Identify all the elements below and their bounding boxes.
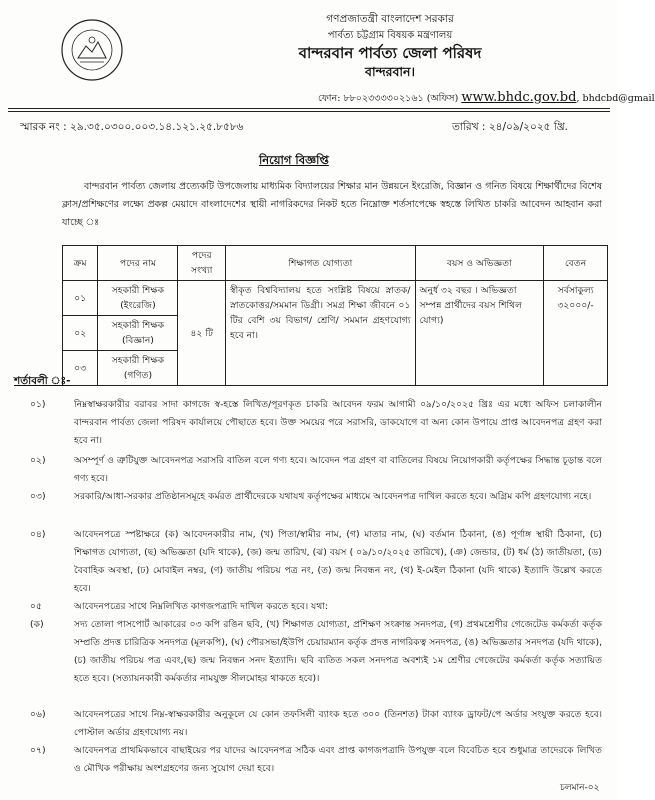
date-value: ২৪/০৯/২০২৫ খ্রি. xyxy=(488,121,568,133)
table-header-row xyxy=(63,246,608,281)
term-text: আবেদনপত্রের সাথে নিম্নলিখিত কাগজপত্রাদি দাখিল করতে হবে। যথা: xyxy=(74,601,329,612)
row-post-name: সহকারী শিক্ষক (বিজ্ঞান) xyxy=(98,316,178,351)
header-location: বান্দরবান। xyxy=(364,64,415,79)
term-text: সদ্য তোলা পাসপোর্ট আকারের ০৩ কপি রঙিন ছবি, (খ) শিক্ষাগত যোগ্যতা, প্রশিক্ষণ সংক্রান্ত সনদপত্র, (গ) প্রথমশ্রেণীর গেজেটেড কর্মকর্তা কর্তৃক সম্প্রতি প্রদত্ত চারিত্রিক সনদপত্র (মূলকপি), (ঘ) পৌরসভা/ইউপি চেয়ারম্যান কর্তৃক প্রদত্ত নাগরিকত্ব সনদপত্র, (ঙ) অভিজ্ঞতার সনদপত্র (যদি থাকে), (চ) জাতীয় পরিচয় পত্র এবং,(ছ) জন্ম নিবন্ধন সনদ ইত্যাদি। ছবি ব্যতিত সকল সনদপত্র অবশ্যই ১ম শ্রেণীর গেজেটের কর্মকর্তা কর্তৃক সত্যায়িত হতে হবে। (সত্যায়নকারী কর্মকর্তার নামযুক্ত সীলমোহর থাকতে হবে)। xyxy=(74,619,602,684)
row-serial: ০৩ xyxy=(63,351,98,386)
term-text: সরকারি/আধা-সরকার প্রতিষ্ঠানসমূহে কর্মরত প্রার্থীদেরকে যথাযথ কর্তৃপক্ষের মাধ্যমে আবেদনপত্র দাখিল করতে হবে। অগ্রিম কপি গ্রহণযোগ্য নহে। xyxy=(74,491,592,502)
issue-date xyxy=(452,120,568,137)
term-text: আবেদনপত্রে স্পষ্টাক্ষরে (ক) আবেদনকারীর নাম, (খ) পিতা/স্বামীর নাম, (গ) মাতার নাম, (ঘ) বর্তমান ঠিকানা, (ঙ) পূর্ণাঙ্গ স্থায়ী ঠিকানা, (চ) শিক্ষাগত যোগ্যতা, (ছ) অভিজ্ঞতা (যদি থাকে), (জ) জন্ম তারিখ, (ঝ) বয়স ( ০৯/১০/২০২৫ তারিখে), (ঞ) জেন্ডার, (ট) ধর্ম (ঠ) জাতীয়তা, (ড) বৈবাহিক অবস্থা, (ঢ) মোবাইল নম্বর, (ণ) জাতীয় পরিচয় পত্র নং, (ত) জন্ম নিবন্ধন নং, (থ) ই-মেইল ঠিকানা (যদি থাকে) ইত্যাদি উল্লেখ করতে হবে। xyxy=(74,529,602,594)
memo-number: ২৯.৩৫.০৩০০.০০৩.১৪.১২১.২৫.৮৫৮৬ xyxy=(70,121,244,133)
header-education: শিক্ষাগত যোগ্যতা xyxy=(226,246,415,281)
term-number: ০২) xyxy=(30,455,46,466)
header-contact xyxy=(318,90,655,107)
email-address: , bhdcbd@gmail xyxy=(576,93,655,104)
header-ministry: পার্বত্য চট্টগ্রাম বিষয়ক মন্ত্রণালয় xyxy=(327,30,453,41)
term-number: ০৪) xyxy=(30,529,46,540)
term-text: আবেদনপত্র প্রাথমিকভাবে বাছাইয়ের পর যাদের আবেদনপত্র সঠিক এবং প্রাপ্ত কাগজপত্রাদি উপযুক্ত বলে বিবেচিত হবে শুধুমাত্র তাদেরকে লিখিত ও মৌখিক পরীক্ষায় অংশগ্রহণের জন্য সুযোগ দেয়া হবে। xyxy=(74,745,602,774)
education-requirement: স্বীকৃত বিশ্ববিদ্যালয় হতে সংশ্লিষ্ট বিষয়ে স্নাতক/ স্নাতকোত্তর/সমমান ডিগ্রী। সমগ্র শিক্ষা জীবনে ০১ টির বেশি ৩য় বিভাগ/ শ্রেণি/ সমমান গ্রহণযোগ্য হবে না। xyxy=(226,281,415,386)
term-text: নিম্নস্বাক্ষরকারীর বরাবর সাদা কাগজে স্ব-হস্তে লিখিত/পূরণকৃত চাকরি আবেদন ফরম আগামী ০৯/১০/২০২৫ খ্রিঃ এর মধ্যে অফিস চলাকালীন বান্দরবান পার্বত্য জেলা পরিষদ কার্যালয়ে পৌছাতে হবে। উক্ত সময়ের পরে সরাসরি, ডাকযোগে বা অন্য কোন উপায়ে প্রাপ্ত আবেদনপত্র গ্রহণ করা হবে না। xyxy=(74,399,602,446)
row-serial: ০১ xyxy=(63,281,98,316)
term-number: ০৬) xyxy=(30,709,46,720)
header-council: বান্দরবান পার্বত্য জেলা পরিষদ xyxy=(298,44,482,62)
row-serial: ০২ xyxy=(63,316,98,351)
terms-title: শর্তাবলী ঃ- xyxy=(14,375,71,387)
header-age: বয়স ও অভিজ্ঞতা xyxy=(415,246,544,281)
term-number: ০৭) xyxy=(30,745,46,756)
date-label: তারিখ : xyxy=(452,121,486,133)
header-post-count: পদের সংখ্যা xyxy=(178,246,226,281)
salary: সর্বসাকুল্য ৩২০০০/- xyxy=(544,281,608,386)
term-number: ০৫ xyxy=(30,601,42,612)
intro-paragraph xyxy=(62,178,602,232)
intro-text: বান্দরবান পার্বত্য জেলায় প্রত্যেকটি উপজেলায় মাধ্যমিক বিদ্যালয়ের শিক্ষার মান উন্নয়নে ইংরেজি, বিজ্ঞান ও গনিত বিষয়ে শিক্ষার্থীদের বিশেষ ক্লাস/প্রশিক্ষণের লক্ষ্যে প্রকল্প মেয়াদে বাংলাদেশের স্থায়ী নাগরিকদের নিকট হতে নিম্নোক্ত শর্তসাপেক্ষে স্বহস্তে লিখিত চাকরি আবেদন আহবান করা যাচ্ছে ঃ xyxy=(62,181,602,228)
row-post-name: সহকারী শিক্ষক (ইংরেজি) xyxy=(98,281,178,316)
term-text: আবেদনপত্রের সাথে নিম্ন-স্বাক্ষরকারীর অনুকূলে যে কোন তফসিলী ব্যাংক হতে ৩০০ (তিনশত) টাকা ব্যাংক ড্রাফট/পে অর্ডার সংযুক্ত করতে হবে। পোস্টাল অর্ডার গ্রহণযোগ্য নয়। xyxy=(74,709,602,738)
phone-number: ফোন: ৮৮০২৩৩৩৩০২১৬১ (অফিস) xyxy=(318,93,459,104)
term-number: ০৩) xyxy=(30,491,46,502)
header-salary: বেতন xyxy=(544,246,608,281)
continued-note: চলমান-০২ xyxy=(560,783,600,793)
header-divider-thin xyxy=(8,111,610,112)
age-requirement: অনুর্ধ ৩২ বছর । অভিজ্ঞতা সম্পন্ন প্রার্থীদের বয়স শিথিল যোগ্য) xyxy=(415,281,544,386)
council-seal-icon xyxy=(60,18,124,82)
term-text: অসম্পূর্ণ ও ত্রুটিযুক্ত আবেদনপত্র সরাসরি বাতিল বলে গণ্য হবে। আবেদন পত্র গ্রহণ বা বাতিলের বিষয়ে নিয়োগকারী কর্তৃপক্ষের সিদ্ধান্ত চূড়ান্ত বলে গণ্য হবে। xyxy=(74,455,602,484)
row-post-name: সহকারী শিক্ষক (গণিত) xyxy=(98,351,178,386)
vacancy-table xyxy=(62,245,608,386)
memo-reference xyxy=(20,120,243,137)
header-government: গণপ্রজাতন্ত্রী বাংলাদেশ সরকার xyxy=(326,13,454,25)
memo-label: স্মারক নং : xyxy=(20,121,67,133)
notice-title: নিয়োগ বিজ্ঞপ্তি xyxy=(259,153,329,167)
header-divider xyxy=(8,108,610,109)
website-link[interactable]: www.bhdc.gov.bd xyxy=(461,90,577,105)
table-row xyxy=(63,281,608,316)
post-count: ৪২ টি xyxy=(178,281,226,386)
header-serial: ক্রম xyxy=(63,246,98,281)
term-number: ০১) xyxy=(30,399,46,410)
header-post-name: পদের নাম xyxy=(98,246,178,281)
term-number: (ক) xyxy=(30,619,44,630)
